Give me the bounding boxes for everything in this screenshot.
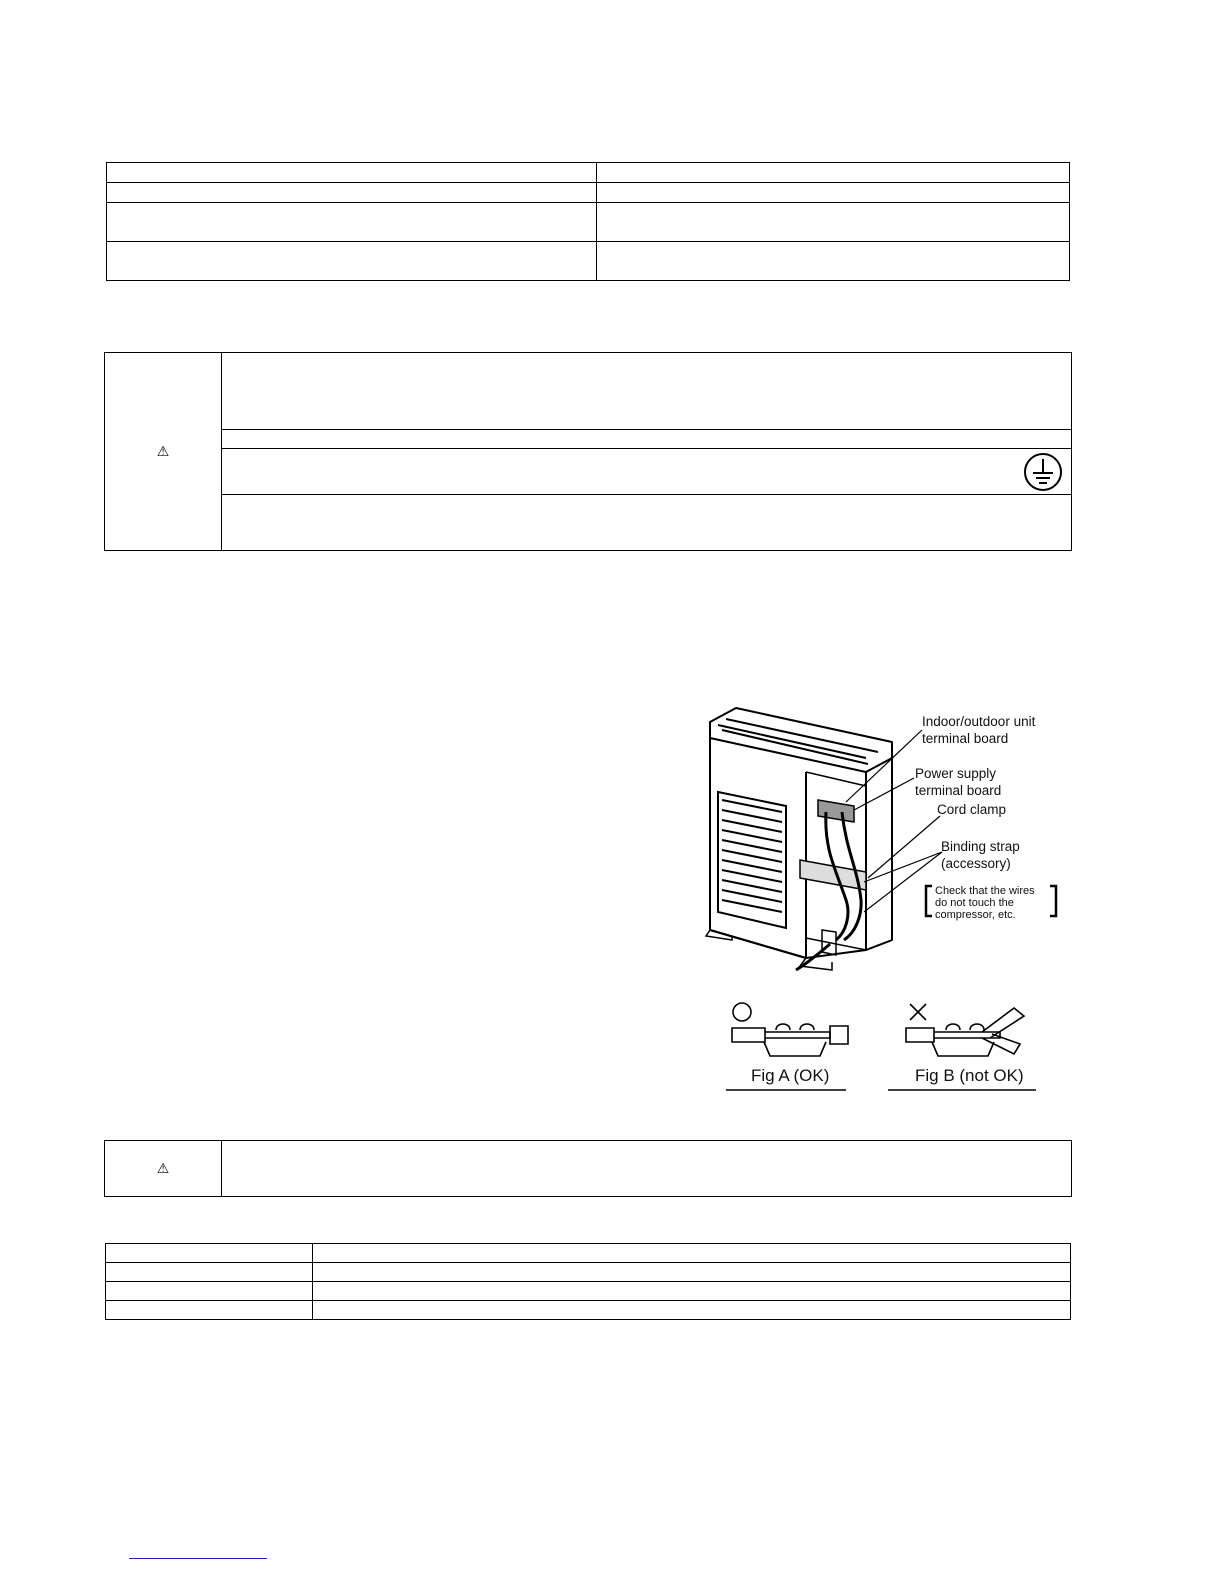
warning-table-2: [104, 1140, 1072, 1197]
callout-binding-strap-line1: Binding strap: [941, 839, 1020, 854]
table-cell: [106, 1282, 313, 1301]
table-cell: [107, 203, 597, 242]
warning-text-cell: [222, 430, 1072, 449]
callout-binding-strap-line2: (accessory): [941, 856, 1011, 871]
callout-check-line1: Check that the wires: [935, 885, 1035, 897]
callout-power-supply-line1: Power supply: [915, 766, 997, 781]
callout-check-line3: compressor, etc.: [935, 909, 1016, 921]
table-cell: [107, 242, 597, 281]
warning-triangle-icon: ⚠: [156, 1159, 170, 1176]
warning-label-cell: [105, 353, 222, 551]
top-spec-table: [106, 162, 1070, 281]
warning-triangle-icon: ⚠: [156, 442, 170, 459]
callout-check-line2: do not touch the: [935, 897, 1014, 909]
table-cell: [597, 203, 1070, 242]
table-cell: [313, 1263, 1071, 1282]
warning-text-cell: [222, 495, 1072, 551]
footer-link-underline[interactable]: [129, 1558, 267, 1559]
callout-cord-clamp: Cord clamp: [937, 802, 1007, 817]
table-cell: [107, 183, 597, 203]
table-cell: [313, 1282, 1071, 1301]
warning-table: [104, 352, 1072, 551]
warning-text-cell: [222, 1141, 1072, 1197]
table-cell: [313, 1301, 1071, 1320]
bottom-spec-table: [105, 1243, 1071, 1320]
table-cell: [106, 1263, 313, 1282]
table-cell: [107, 163, 597, 183]
table-cell: [597, 163, 1070, 183]
table-cell: [106, 1301, 313, 1320]
table-cell: [106, 1244, 313, 1263]
callout-power-supply-line2: terminal board: [915, 783, 1002, 798]
fig-a-caption: Fig A (OK): [751, 1066, 830, 1085]
warning-text-cell: [222, 449, 1072, 495]
table-cell: [313, 1244, 1071, 1263]
fig-b-caption: Fig B (not OK): [915, 1066, 1024, 1085]
table-cell: [597, 183, 1070, 203]
protective-earth-icon: [1023, 452, 1063, 492]
callout-indoor-outdoor-line2: terminal board: [922, 731, 1009, 746]
warning-label-cell: [105, 1141, 222, 1197]
callout-indoor-outdoor-line1: Indoor/outdoor unit: [922, 714, 1036, 729]
table-cell: [597, 242, 1070, 281]
warning-text-cell: [222, 353, 1072, 430]
